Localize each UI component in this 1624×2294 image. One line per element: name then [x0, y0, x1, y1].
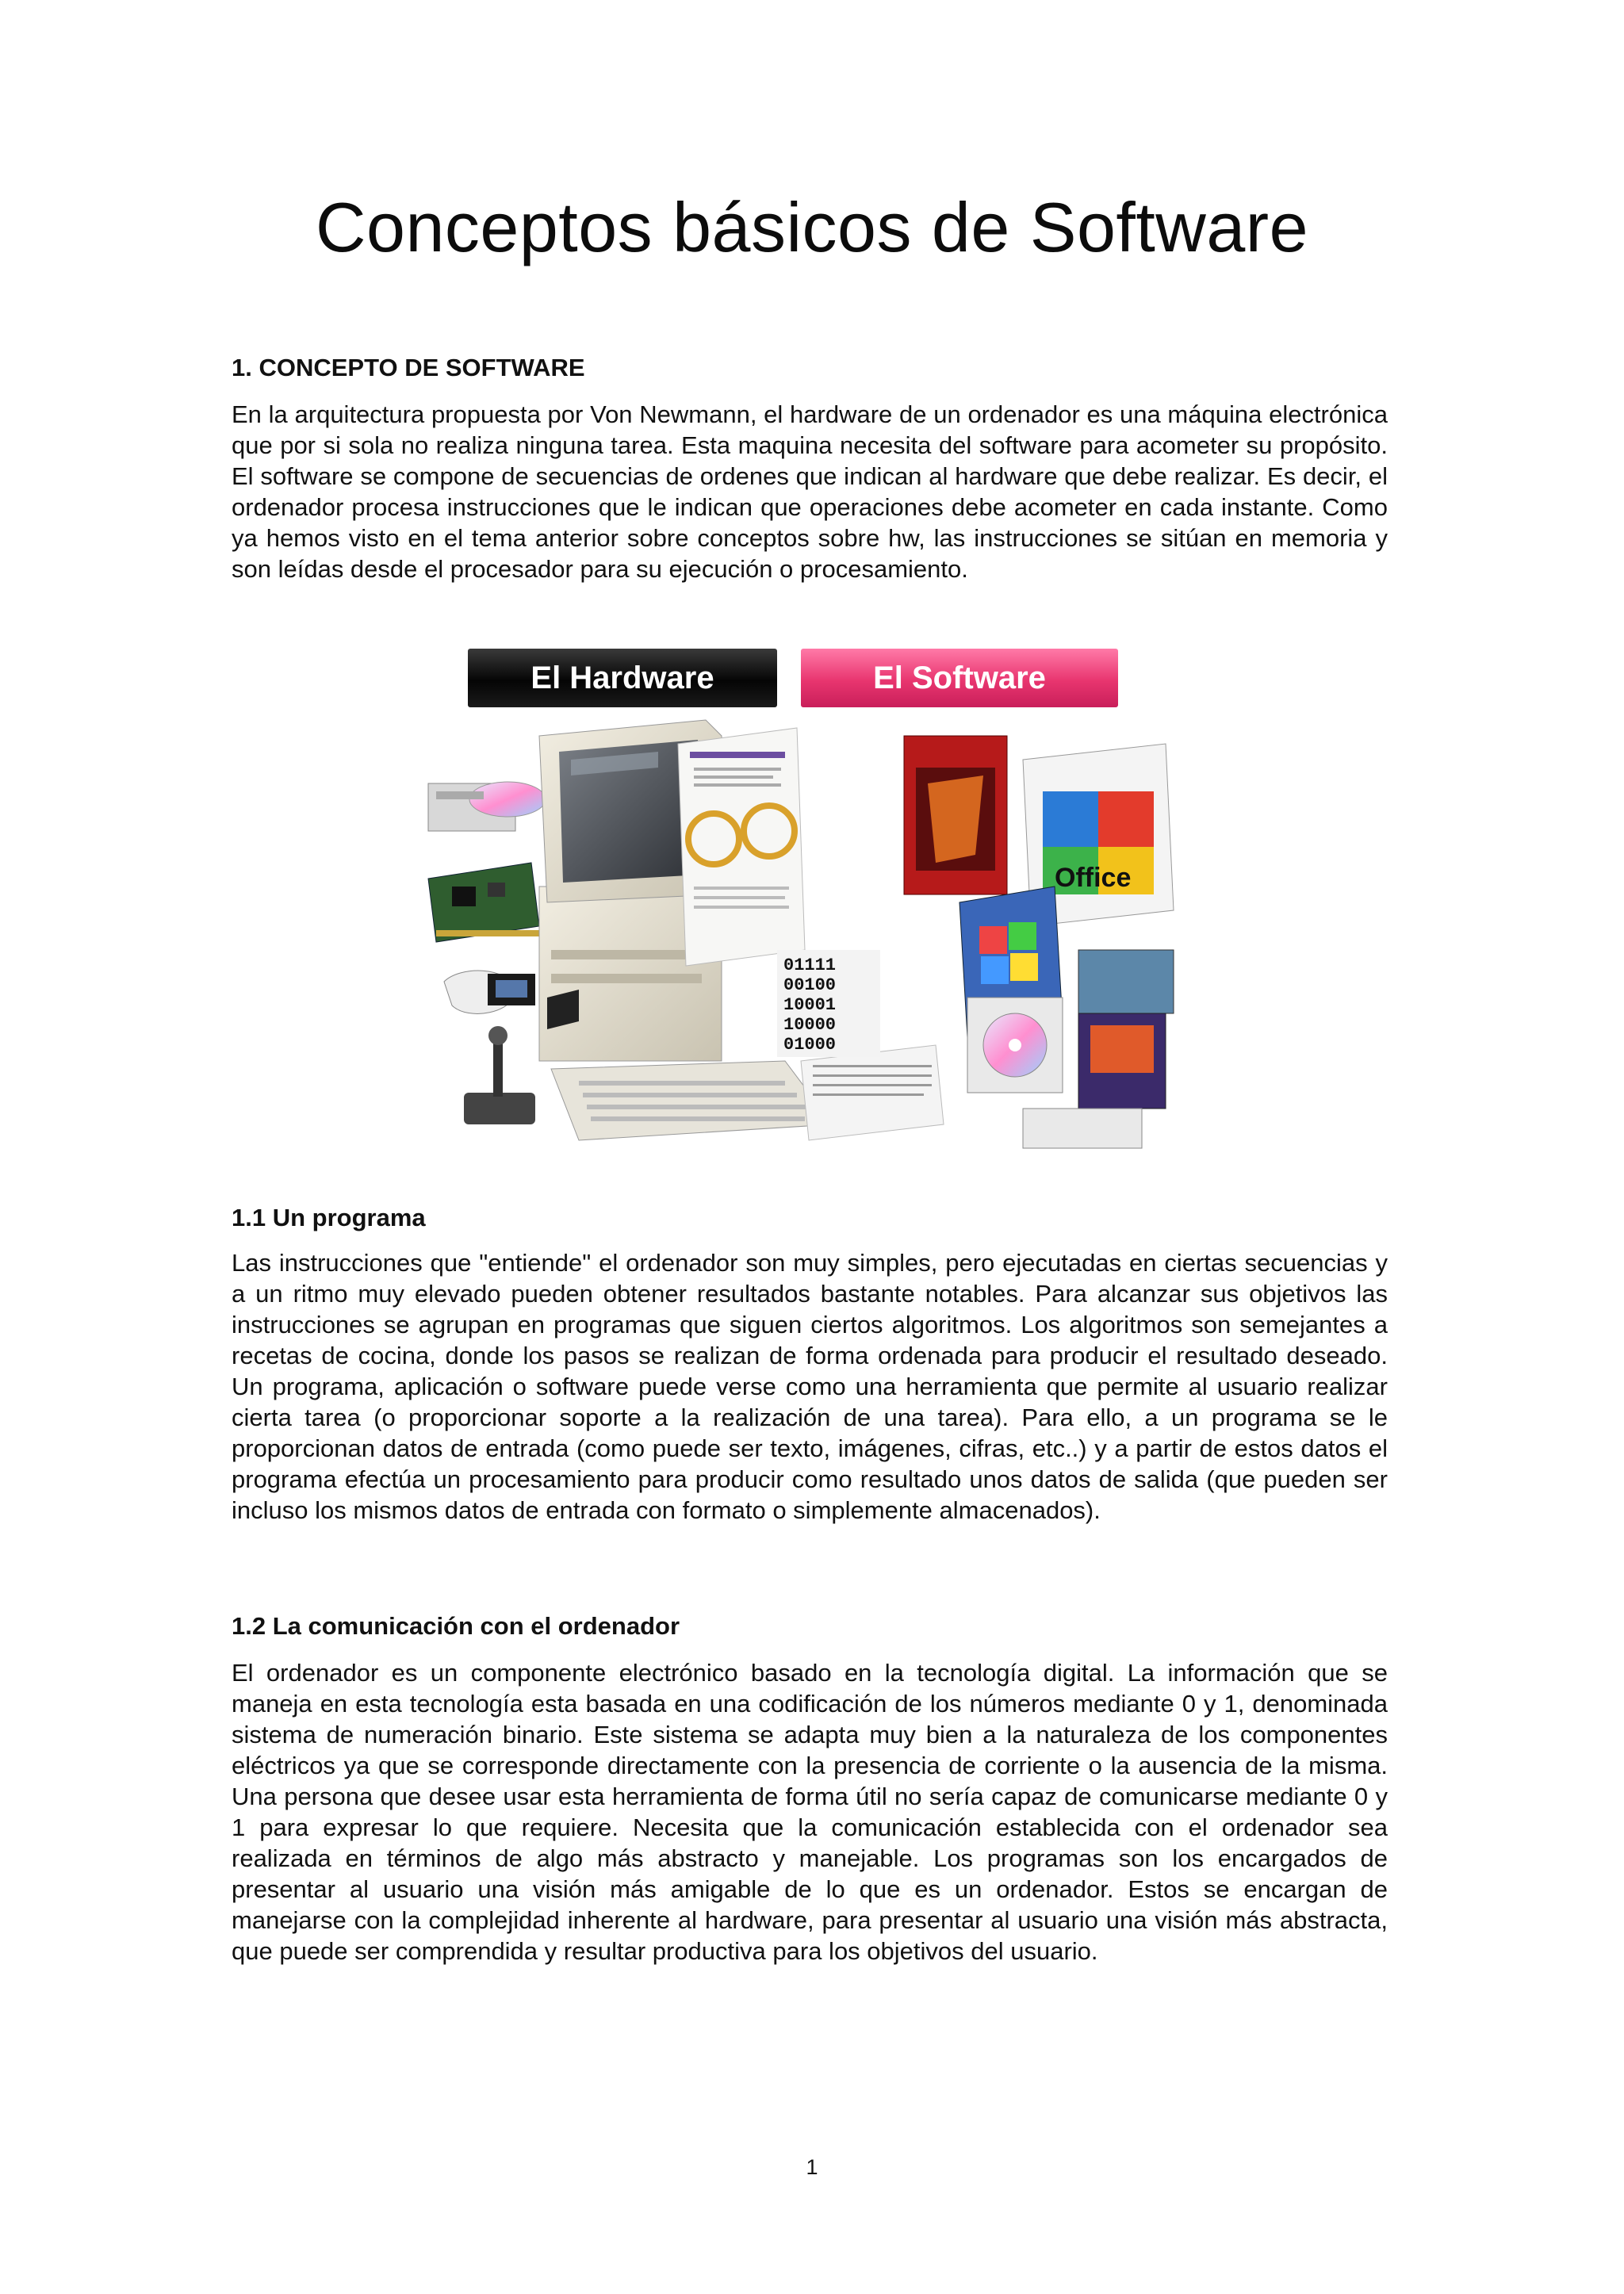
section-heading-concepto: 1. CONCEPTO DE SOFTWARE — [232, 354, 585, 381]
software-label: El Software — [801, 649, 1118, 707]
hardware-software-illustration — [420, 649, 1197, 1156]
section-body-programa: Las instrucciones que "entiende" el ordenador son muy simples, pero ejecutadas en ciertas secuencias y a un ritmo muy elevado pueden obtener resultados bastante notables. Para alcanzar sus objetivos las instrucciones se agrupan en programas que siguen ciertos algoritmos. Los algoritmos son semejantes a recetas de cocina, donde los pasos se realizan de forma ordenada para producir el resultado deseado. Un programa, aplicación o software puede verse como una herramienta que permite al usuario realizar cierta tarea (o proporcionar soporte a la realización de una tarea). Para ello, a un programa se le proporcionan datos de entrada (como puede ser texto, imágenes, cifras, etc..) y a partir de estos datos el programa efectúa un procesamiento para producir como resultado unos datos de salida (que pueden ser incluso los mismos datos de entrada con formato o simplemente almacenados). — [232, 1249, 1388, 1524]
printout-icon — [801, 1045, 944, 1140]
hardware-label: El Hardware — [468, 649, 777, 707]
section-body-concepto: En la arquitectura propuesta por Von Newmann, el hardware de un ordenador es una máquina electrónica que por si sola no realiza ninguna tarea. Esta maquina necesita del software para acometer su propósito. El software se compone de secuencias de ordenes que indican al hardware que debe realizar. Es decir, el ordenador procesa instrucciones que le indican que operaciones debe acometer en cada instante. Como ya hemos visto en el tema anterior sobre conceptos sobre hw, las instrucciones se sitúan en memoria y son leídas desde el procesador para su ejecución o procesamiento. — [232, 400, 1388, 583]
hardware-software-figure — [420, 649, 1197, 1156]
expansion-card-icon — [428, 863, 539, 942]
svg-text:10001: 10001 — [783, 995, 837, 1015]
document-title: Conceptos básicos de Software — [315, 188, 1309, 266]
binary-code-panel — [777, 950, 880, 1057]
svg-text:01000: 01000 — [783, 1035, 837, 1055]
section-heading-programa: 1.1 Un programa — [232, 1204, 426, 1231]
cd-case-icon — [967, 998, 1063, 1093]
section-body-comunicacion: El ordenador es un componente electrónico basado en la tecnología digital. La información que se maneja en esta tecnología esta basada en una codificación de los números mediante 0 y 1, denominada sistema de numeración binario. Este sistema se adapta muy bien a la naturaleza de los componentes eléctricos ya que se corresponde directamente con la presencia de corriente o la ausencia de la misma. Una persona que desee usar esta herramienta de forma útil no sería capaz de comunicarse mediante 0 y 1 para expresar lo que requiere. Necesita que la comunicación establecida con el ordenador sea realizada en términos de algo más abstracto y manejable. Los programas son los encargados de presentar al usuario una visión más amigable de lo que es un ordenador. Estos se encargan de manejarse con la complejidad inherente al hardware, para presentar al usuario una visión más abstracta, que puede ser comprendida y resultar productiva para los objetivos del usuario. — [232, 1659, 1388, 1965]
page-number: 1 — [806, 2155, 818, 2179]
cd-drive-icon — [428, 782, 546, 831]
svg-text:10000: 10000 — [783, 1015, 837, 1035]
joystick-icon — [464, 1026, 535, 1124]
mouse-icon — [444, 971, 535, 1013]
game-box-icon — [904, 736, 1007, 894]
section-heading-comunicacion: 1.2 La comunicación con el ordenador — [232, 1612, 680, 1640]
office-box-text: Office — [1055, 863, 1132, 893]
svg-text:00100: 00100 — [783, 975, 837, 995]
svg-text:01111: 01111 — [783, 956, 837, 975]
software-document-icon — [678, 728, 805, 966]
